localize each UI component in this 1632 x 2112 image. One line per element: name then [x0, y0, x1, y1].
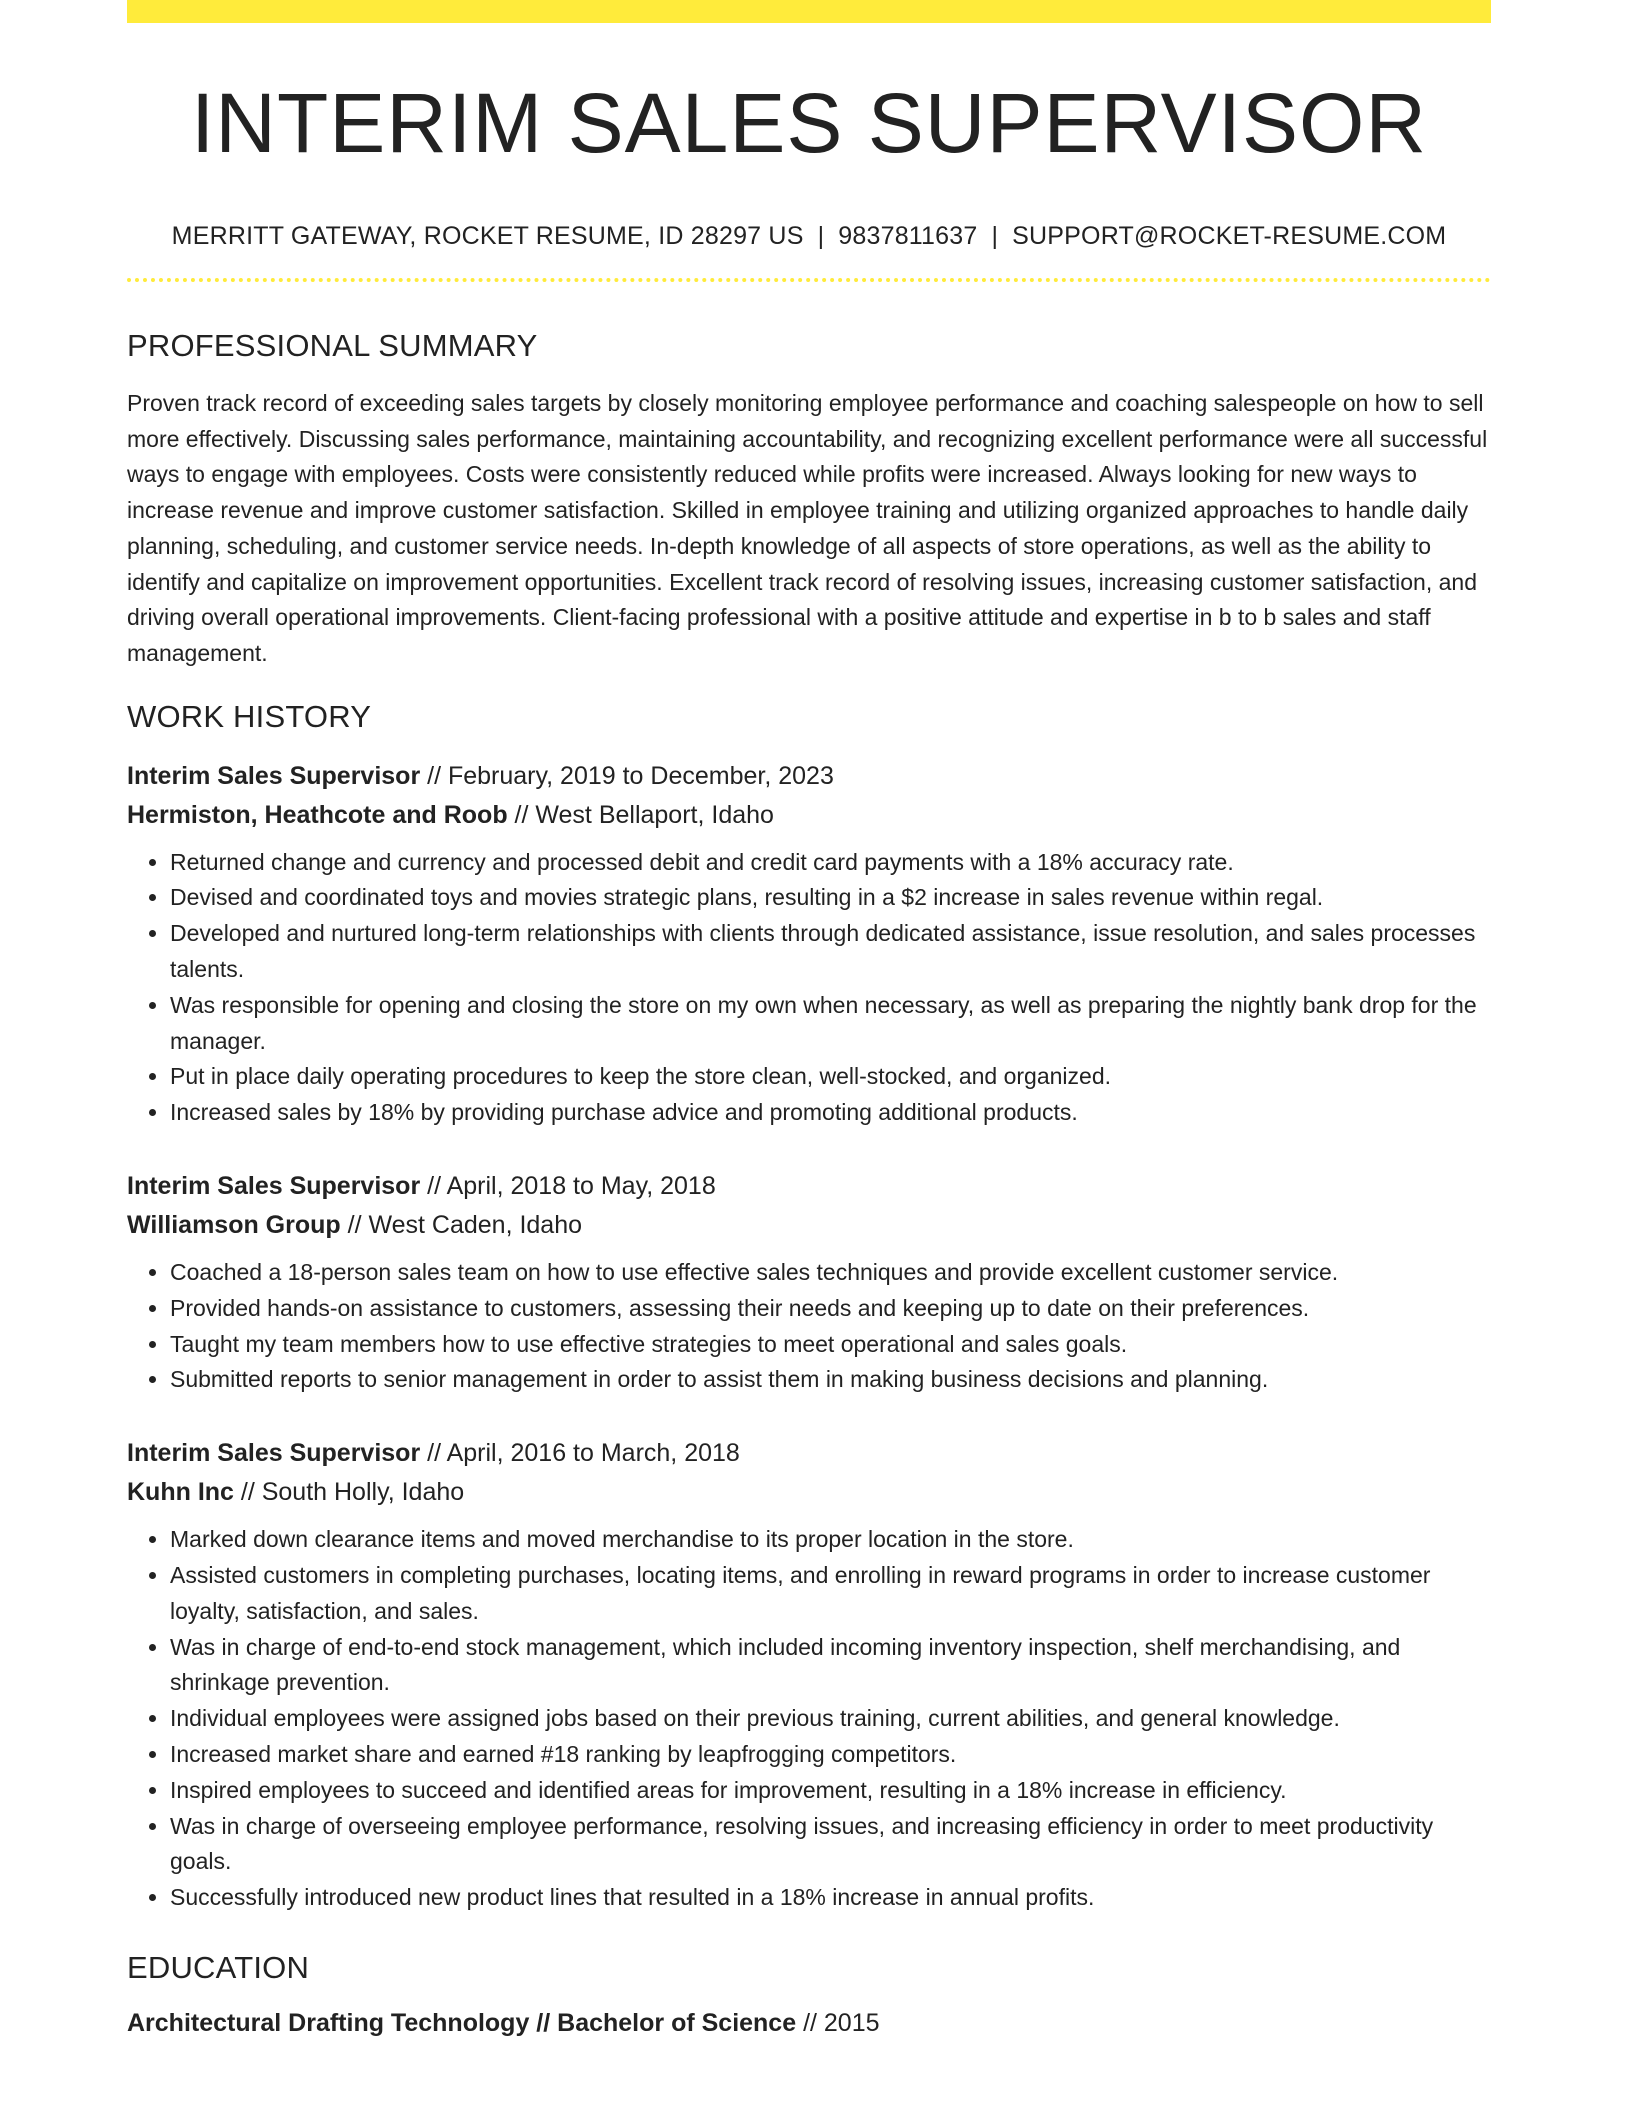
job-dates: // April, 2018 to May, 2018	[420, 1172, 716, 1200]
education-heading: EDUCATION	[127, 1949, 310, 1985]
summary-text: Proven track record of exceeding sales targets by closely monitoring employee performance and coaching salespeople on how to sell more effectively. Discussing sales performance, maintaining accountability, and recognizing excellent performance were all successful ways to engage with employees. Costs were consistently reduced while profits were increased. Always looking for new ways to increase revenue and improve customer satisfaction. Skilled in employee training and utilizing organized approaches to handle daily planning, scheduling, and customer service needs. In-depth knowledge of all aspects of store operations, as well as the ability to identify and capitalize on improvement opportunities. Excellent track record of resolving issues, increasing customer satisfaction, and driving overall operational improvements. Client-facing professional with a positive attitude and expertise in b to b sales and staff management.	[127, 390, 1488, 666]
job-company: Hermiston, Heathcote and Roob	[127, 800, 508, 829]
job-company-line	[127, 1206, 1491, 1245]
contact-phone: 9837811637	[838, 222, 978, 250]
work-history-heading: WORK HISTORY	[127, 698, 372, 734]
job-bullet: • Developed and nurtured long-term relationships with clients through dedicated assistance, issue resolution, and sales processes talents.	[170, 916, 1491, 988]
job-company-line	[127, 796, 1491, 835]
job-location: // West Bellaport, Idaho	[507, 800, 774, 829]
job-location: // West Caden, Idaho	[340, 1211, 583, 1239]
job-bullet: • Was responsible for opening and closing the store on my own when necessary, as well as preparing the nightly bank drop for the manager.	[170, 988, 1491, 1060]
contact-address: MERRITT GATEWAY, ROCKET RESUME, ID 28297 US	[171, 222, 804, 250]
job-bullet: • Was in charge of overseeing employee performance, resolving issues, and increasing efficiency in order to meet productivity goals.	[170, 1809, 1491, 1881]
education-entry	[127, 2004, 1491, 2043]
job-title-line	[127, 757, 1491, 796]
job-title-line	[127, 1434, 1491, 1473]
job-bullet: • Returned change and currency and processed debit and credit card payments with a 18% accuracy rate.	[170, 845, 1491, 881]
education-program: Architectural Drafting Technology // Bachelor of Science	[127, 2008, 797, 2037]
job-location: // South Holly, Idaho	[233, 1478, 465, 1507]
job-bullet: • Coached a 18-person sales team on how to use effective sales techniques and provide excellent customer service.	[170, 1255, 1491, 1291]
job-title: Interim Sales Supervisor	[127, 1172, 421, 1200]
job-bullet: • Increased sales by 18% by providing purchase advice and promoting additional products.	[170, 1095, 1491, 1131]
job-bullet: • Submitted reports to senior management in order to assist them in making business decisions and planning.	[170, 1362, 1491, 1398]
contact-email: SUPPORT@ROCKET-RESUME.COM	[1012, 222, 1447, 250]
job-dates: // February, 2019 to December, 2023	[420, 761, 834, 790]
job-bullet: • Increased market share and earned #18 ranking by leapfrogging competitors.	[170, 1737, 1491, 1773]
job-bullet: • Devised and coordinated toys and movies strategic plans, resulting in a $2 increase in sales revenue within regal.	[170, 880, 1491, 916]
job-entry	[127, 757, 1491, 1131]
job-bullet: • Provided hands-on assistance to customers, assessing their needs and keeping up to date on their preferences.	[170, 1291, 1491, 1327]
job-title: Interim Sales Supervisor	[127, 1439, 421, 1468]
job-entry	[127, 1167, 1491, 1398]
job-dates: // April, 2016 to March, 2018	[420, 1439, 740, 1468]
job-bullet: • Individual employees were assigned jobs based on their previous training, current abilities, and general knowledge.	[170, 1701, 1491, 1737]
job-entry	[127, 1434, 1491, 1916]
contact-line	[127, 222, 1491, 251]
job-company: Kuhn Inc	[127, 1478, 234, 1507]
resume-title: INTERIM SALES SUPERVISOR	[190, 76, 1428, 170]
job-bullet: • Taught my team members how to use effective strategies to meet operational and sales goals.	[170, 1327, 1491, 1363]
job-bullet: • Inspired employees to succeed and identified areas for improvement, resulting in a 18% increase in efficiency.	[170, 1773, 1491, 1809]
job-bullets	[127, 1255, 1491, 1398]
job-bullet: • Put in place daily operating procedures to keep the store clean, well-stocked, and organized.	[170, 1059, 1491, 1095]
contact-separator: |	[817, 222, 825, 250]
contact-separator: |	[991, 222, 999, 250]
job-bullets	[127, 845, 1491, 1131]
job-bullets	[127, 1522, 1491, 1916]
job-company: Williamson Group	[127, 1211, 341, 1239]
job-bullet: • Successfully introduced new product lines that resulted in a 18% increase in annual profits.	[170, 1880, 1491, 1916]
job-bullet: • Was in charge of end-to-end stock management, which included incoming inventory inspection, shelf merchandising, and shrinkage prevention.	[170, 1630, 1491, 1702]
education-year: // 2015	[796, 2008, 880, 2037]
job-bullet: • Marked down clearance items and moved merchandise to its proper location in the store.	[170, 1522, 1491, 1558]
dotted-divider	[127, 278, 1491, 282]
summary-heading: PROFESSIONAL SUMMARY	[127, 328, 538, 363]
resume-page	[127, 0, 1491, 2043]
job-title-line	[127, 1167, 1491, 1206]
job-bullet: • Assisted customers in completing purchases, locating items, and enrolling in reward programs in order to increase customer loyalty, satisfaction, and sales.	[170, 1558, 1491, 1630]
accent-top-bar	[127, 0, 1491, 23]
job-company-line	[127, 1473, 1491, 1512]
job-title: Interim Sales Supervisor	[127, 761, 421, 790]
